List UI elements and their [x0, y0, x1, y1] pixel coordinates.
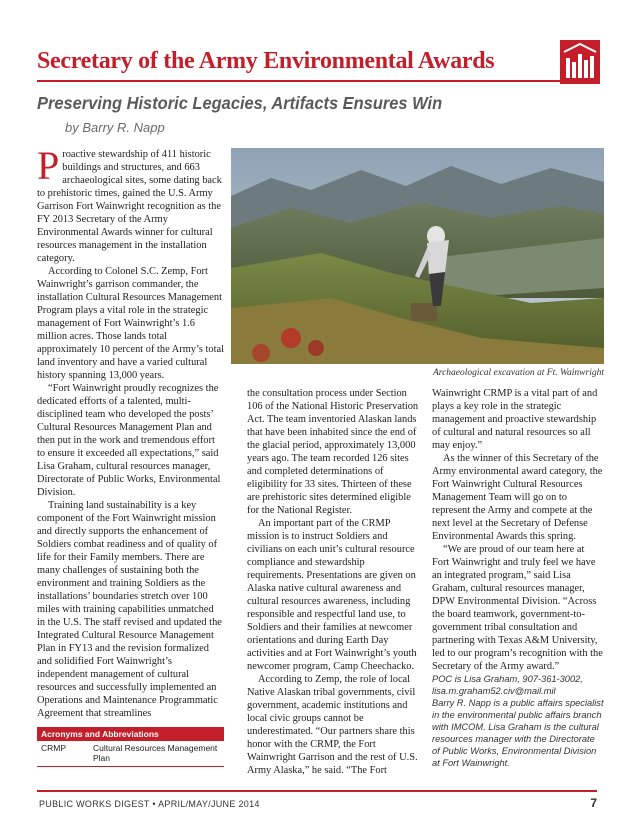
paragraph: An important part of the CRMP mission is to instruct Soldiers and civilians on each unit’s cultural resource compliance and stewardship requirements. Presentations are given on Alaska native cultural awareness and cultural resources awareness, including responsible and respectful land use, to Soldiers and their families at newcomer orientations and during Earth Day activities and at Fort Wainwright’s youth newcomer program, Camp Cheechacko.	[247, 518, 417, 672]
poc-contact: POC is Lisa Graham, 907-361-3002, lisa.m.graham52.civ@mail.mil	[432, 674, 583, 696]
acronym-abbr: CRMP	[41, 743, 67, 753]
paragraph: roactive stewardship of 411 historic buildings and structures, and 663 archaeological sites, some dating back to prehistoric times, gained the U.S. Army Garrison Fort Wainwright recognition as the FY 2013 Secretary of the Army Environmental Awards winner for cultural resources management in the installation category.	[37, 149, 222, 264]
author-bio: Barry R. Napp is a public affairs specialist in the environmental public affairs branch with IMCOM. Lisa Graham is the cultural resources manager with the Directorate of Public Works, Environmental Division at Fort Wainwright.	[432, 698, 604, 768]
drop-cap: P	[37, 143, 60, 188]
paragraph: Training land sustainability is a key component of the Fort Wainwright mission and directly supports the enhancement of Soldiers combat readiness and of quality of life for their Family members. There are many challenges of sustaining both the environment and training Soldiers as the installations’ boundaries stretch over 100 miles with training capabilities unmatched in the U.S. The staff revised and updated the Integrated Cultural Resource Management Plan in FY13 and the revision formalized and solidified Fort Wainwright’s independent management of cultural resources and successfully implemented an Operations and Maintenance Programmatic Agreement that streamlines	[37, 500, 222, 719]
article-column-1	[37, 143, 224, 720]
paragraph: Wainwright CRMP is a vital part of and plays a key role in the strategic management and proactive stewardship of cultural and natural resources so all may enjoy.”	[432, 388, 598, 451]
paragraph: “We are proud of our team here at Fort Wainwright and truly feel we have an integrated program,” said Lisa Graham, cultural resources manager, DPW Environmental Division. “Across the board teamwork, government-to-government tribal consultation and partnering with Texas A&M University, led to our program’s recognition with the Secretary of the Army award.”	[432, 544, 603, 672]
award-logo-icon	[560, 40, 600, 84]
article-column-3	[432, 387, 604, 769]
acronym-row	[37, 741, 224, 767]
page-footer	[37, 790, 597, 812]
acronyms-title: Acronyms and Abbreviations	[37, 727, 224, 741]
paragraph: the consultation process under Section 106 of the National Historic Preservation Act. The team inventoried Alaskan lands that have been inhabited since the end of the glacial period, approximately 13,000 years ago. The team recorded 126 sites and completed determinations of eligibility for 33 sites. Thirteen of these are prehistoric sites determined eligible for the National Register.	[247, 388, 419, 516]
publication-info: PUBLIC WORKS DIGEST • APRIL/MAY/JUNE 2014	[39, 799, 260, 809]
article-byline: by Barry R. Napp	[65, 120, 165, 135]
acronym-meaning: Cultural Resources Management Plan	[93, 743, 218, 763]
photo-caption: Archaeological excavation at Ft. Wainwright	[432, 368, 604, 378]
banner-rule	[37, 80, 560, 82]
article-photo	[231, 148, 604, 364]
article-headline: Preserving Historic Legacies, Artifacts Ensures Win	[37, 93, 443, 113]
paragraph: As the winner of this Secretary of the Army environmental award category, the Fort Wainwright Cultural Resources Management Team will go on to represent the Army and compete at the next level at the Secretary of Defense Environmental Awards this spring.	[432, 453, 603, 542]
paragraph: According to Zemp, the role of local Native Alaskan tribal governments, civil government, academic institutions and local civic groups cannot be underestimated. “Our partners share this honor with the CRMP, the Fort Wainwright Garrison and the rest of U.S. Army Alaska,” he said. “The Fort	[247, 674, 418, 776]
page-number: 7	[590, 796, 597, 810]
paragraph: According to Colonel S.C. Zemp, Fort Wainwright’s garrison commander, the installation Cultural Resources Management Program plays a vital role in the strategic management of Fort Wainwright’s 1.6 million acres. Those lands total approximately 10 percent of the Army’s total land inventory and have a varied cultural history spanning 13,000 years.	[37, 266, 224, 381]
banner-title: Secretary of the Army Environmental Awards	[37, 48, 495, 74]
acronyms-box	[37, 727, 224, 767]
article-column-2	[247, 387, 419, 777]
paragraph: “Fort Wainwright proudly recognizes the dedicated efforts of a talented, multi-disciplined team who developed the posts’ Cultural Resources Management Plan and then put in the work and tremendous effort to ensure it exceeded all expectations,” said Lisa Graham, cultural resources manager, Directorate of Public Works, Environmental Division.	[37, 383, 221, 498]
